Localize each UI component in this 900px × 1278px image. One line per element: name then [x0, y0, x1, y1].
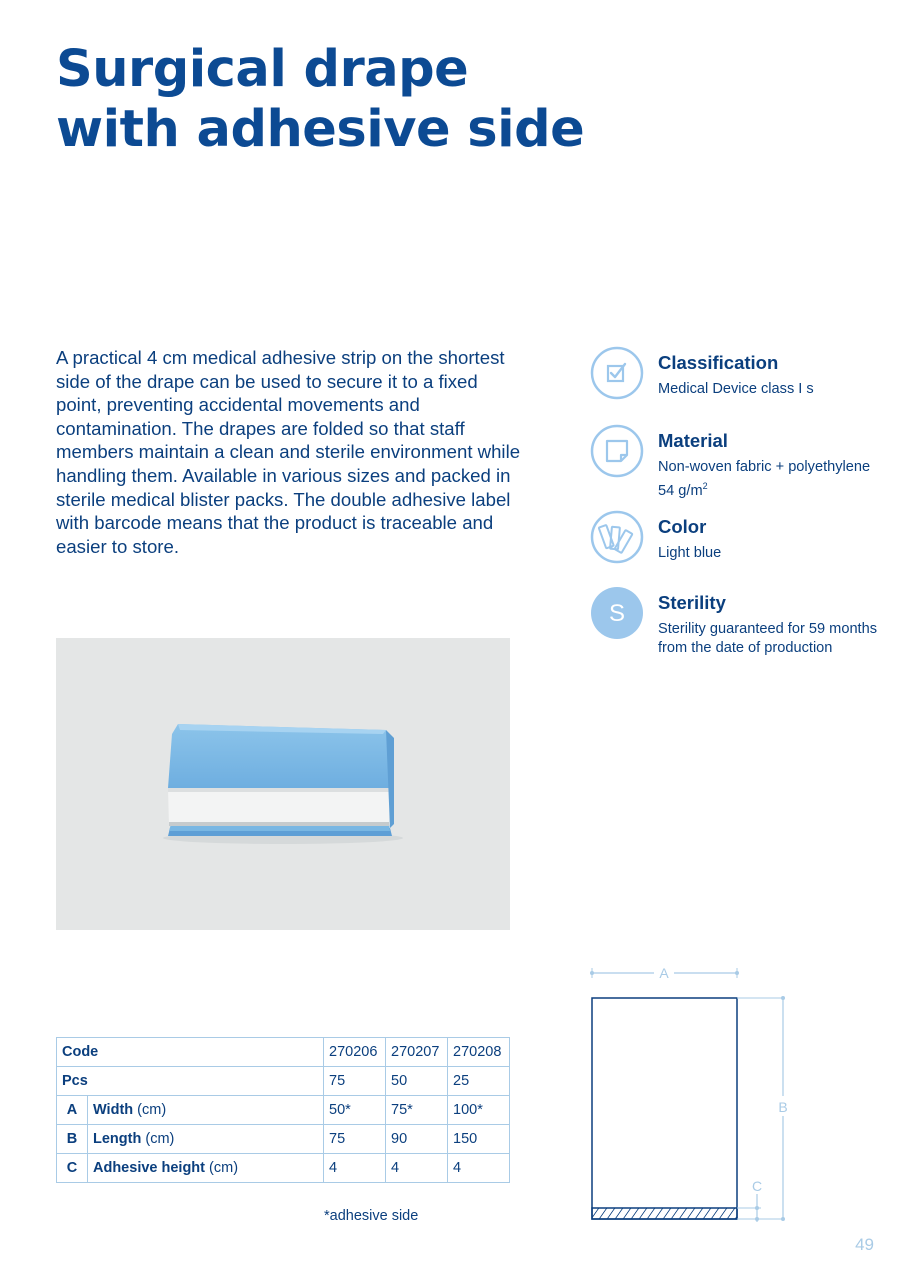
- footnote: *adhesive side: [324, 1208, 419, 1224]
- dimension-label: [88, 1125, 324, 1154]
- dimension-letter: A: [57, 1096, 88, 1125]
- dimension-diagram: [580, 960, 800, 1230]
- pcs-cell: 75: [324, 1067, 386, 1096]
- page-number: 49: [855, 1235, 874, 1254]
- material-superscript: 2: [702, 480, 708, 491]
- dimension-label: [88, 1154, 324, 1183]
- material-value: [658, 458, 880, 500]
- title-line-2: with adhesive side: [56, 100, 585, 159]
- pcs-cell: 25: [448, 1067, 510, 1096]
- dimension-cell: 50*: [324, 1096, 386, 1125]
- title-line-1: Surgical drape: [56, 40, 469, 99]
- sterility-s-icon: [590, 586, 644, 640]
- dimension-cell: 90: [386, 1125, 448, 1154]
- dimension-cell: 4: [324, 1154, 386, 1183]
- classification-value: Medical Device class I s: [658, 381, 814, 397]
- dimension-label-text: Adhesive height: [93, 1160, 205, 1176]
- code-cell: 270207: [386, 1038, 448, 1067]
- dimension-a-label: A: [659, 965, 669, 981]
- sterility-value: Sterility guaranteed for 59 months from the date of production: [658, 621, 878, 656]
- dimension-label-text: Length: [93, 1131, 142, 1147]
- table-row-pcs: [57, 1067, 510, 1096]
- pcs-label: Pcs: [57, 1067, 324, 1096]
- dimension-label: [88, 1096, 324, 1125]
- dimension-label-text: Width: [93, 1102, 134, 1118]
- dimension-b-label: B: [778, 1099, 788, 1115]
- sterility-title: Sterility: [658, 592, 726, 613]
- table-row-adhesive-height: [57, 1154, 510, 1183]
- dimension-cell: 75*: [386, 1096, 448, 1125]
- dimension-letter: B: [57, 1125, 88, 1154]
- color-swatch-icon: [590, 510, 644, 564]
- color-title: Color: [658, 516, 707, 537]
- table-row-length: [57, 1125, 510, 1154]
- dimension-unit: (cm): [145, 1131, 175, 1147]
- pcs-cell: 50: [386, 1067, 448, 1096]
- table-row-code: [57, 1038, 510, 1067]
- folded-drape-image: [56, 638, 510, 930]
- dimension-cell: 75: [324, 1125, 386, 1154]
- dimension-cell: 4: [448, 1154, 510, 1183]
- fabric-sheet-icon: [590, 424, 644, 478]
- page-title: [56, 40, 584, 160]
- sterility-icon-letter: S: [608, 600, 626, 627]
- product-specs-table: [56, 1037, 510, 1183]
- product-description: A practical 4 cm medical adhesive strip on the shortest side of the drape can be used to secure it to a fixed point, preventing accidental movements and contamination. The drapes are folded so that staff members maintain a clean and sterile environment while handling them. Available in various sizes and packed in sterile medical blister packs. The double adhesive label with barcode means that the product is traceable and easier to store.: [56, 347, 521, 557]
- dimension-cell: 4: [386, 1154, 448, 1183]
- dimension-letter: C: [57, 1154, 88, 1183]
- dimension-c-label: C: [751, 1178, 763, 1194]
- code-cell: 270208: [448, 1038, 510, 1067]
- material-title: Material: [658, 430, 728, 451]
- dimension-unit: (cm): [209, 1160, 239, 1176]
- material-value-text: Non-woven fabric + polyethylene 54 g/m: [658, 459, 871, 499]
- dimension-unit: (cm): [137, 1102, 167, 1118]
- dimension-cell: 100*: [448, 1096, 510, 1125]
- classification-title: Classification: [658, 352, 779, 373]
- code-cell: 270206: [324, 1038, 386, 1067]
- dimension-cell: 150: [448, 1125, 510, 1154]
- color-value: Light blue: [658, 545, 722, 561]
- table-row-width: [57, 1096, 510, 1125]
- product-photo: [56, 638, 510, 930]
- checkbox-icon: [590, 346, 644, 400]
- code-label: Code: [57, 1038, 324, 1067]
